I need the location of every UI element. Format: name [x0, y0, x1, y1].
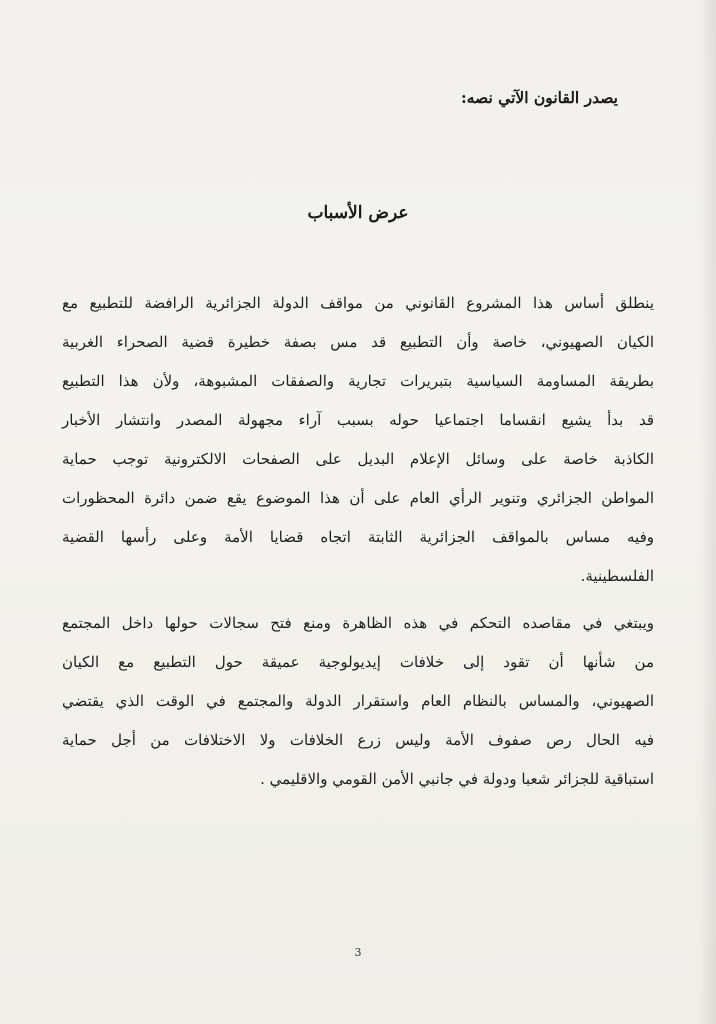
- paragraph-line: استباقية للجزائر شعبا ودولة في جانبي الأمن القومي والاقليمي .: [260, 770, 654, 788]
- enactment-heading: يصدر القانون الآتي نصه:: [460, 88, 618, 107]
- paragraph-line: الكاذبة خاصة على وسائل الإعلام البديل على الصفحات الالكترونية توجب حماية: [62, 450, 654, 468]
- paragraph-line: الصهيوني، والمساس بالنظام العام واستقرار الدولة والمجتمع في الوقت الذي يقتضي: [62, 692, 654, 710]
- paragraph-line: فيه الحال رص صفوف الأمة وليس زرع الخلافات ولا الاختلافات من أجل حماية: [62, 731, 654, 749]
- paragraph-line: الفلسطينية.: [580, 567, 654, 585]
- paragraph-line: من شأنها أن تقود إلى خلافات إيديولوجية عميقة حول التطبيع مع الكيان: [62, 653, 654, 671]
- paragraph-line: قد بدأ يشيع انقساما اجتماعيا حوله بسبب آراء مجهولة المصدر وانتشار الأخبار: [62, 411, 654, 429]
- section-title: عرض الأسباب: [307, 203, 409, 223]
- paragraph-line: بطريقة المساومة السياسية بتبريرات تجارية والصفقات المشبوهة، ولأن هذا التطبيع: [62, 372, 654, 390]
- paragraph-line: الكيان الصهيوني، خاصة وأن التطبيع قد مس بصفة خطيرة قضية الصحراء الغربية: [62, 333, 654, 351]
- paragraph-line: المواطن الجزائري وتنوير الرأي العام على أن هذا الموضوع يقع ضمن دائرة المحظورات: [62, 489, 654, 507]
- paragraph-2: [62, 604, 654, 799]
- paragraph-1: [62, 284, 654, 596]
- paragraph-line: ينطلق أساس هذا المشروع القانوني من مواقف الدولة الجزائرية الرافضة للتطبيع مع: [62, 294, 654, 312]
- paragraph-line: ويبتغي في مقاصده التحكم في هذه الظاهرة ومنع فتح سجالات حولها داخل المجتمع: [62, 614, 654, 632]
- paragraph-line: وفيه مساس بالمواقف الجزائرية الثابتة اتجاه قضايا الأمة وعلى رأسها القضية: [62, 528, 654, 546]
- page-number: 3: [354, 946, 362, 959]
